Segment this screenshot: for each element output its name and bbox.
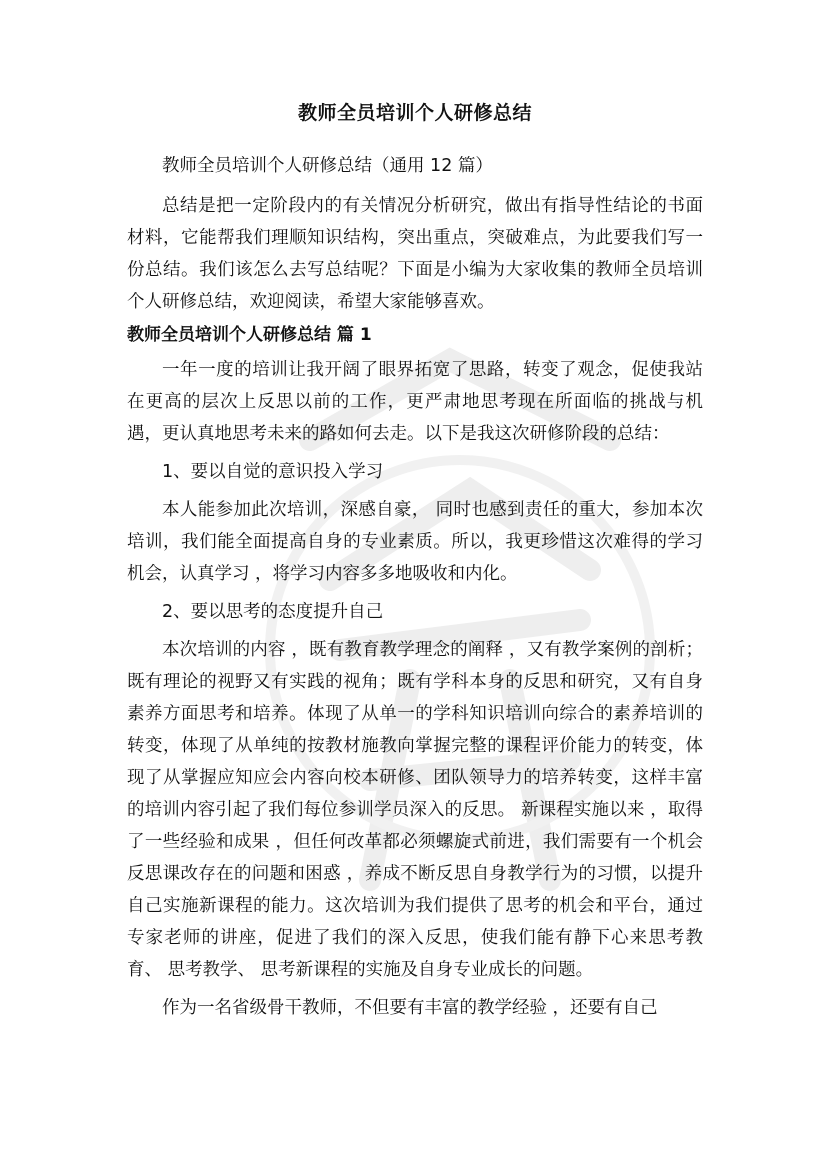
page-title: 教师全员培训个人研修总结 [297, 102, 532, 124]
paragraph-1: 一年一度的培训让我开阔了眼界拓宽了思路，转变了观念，促使我站在更高的层次上反思以前的工作，更严肃地思考现在所面临的挑战与机遇，更认真地思考未来的路如何去走。以下是我这次研修阶段的总结： [127, 360, 703, 444]
paragraph-4: 作为一名省级骨干教师，不但要有丰富的教学经验 ，还要有自己 [162, 998, 658, 1018]
paragraph-2: 本人能参加此次培训，深感自豪， 同时也感到责任的重大，参加本次培训，我们能全面提高自身的专业素质。所以，我更珍惜这次难得的学习机会，认真学习 ，将学习内容多多地吸收和内化。 [127, 500, 703, 584]
section-heading: 教师全员培训个人研修总结 篇 1 [127, 325, 372, 345]
list-item-2: 2、要以思考的态度提升自己 [162, 602, 384, 622]
document-body [127, 98, 703, 1024]
paragraph-3: 本次培训的内容 ，既有教育教学理念的阐释 ，又有教学案例的剖析；既有理论的视野又有实践的视角；既有学科本身的反思和研究，又有自身素养方面思考和培养。体现了从单一的学科知识培训向综合的素养培训的转变，体现了从单纯的按教材施教向掌握完整的课程评价能力的转变，体现了从掌握应知应会内容向校本研修、团队领导力的培养转变，这样丰富的培训内容引起了我们每位参训学员深入的反思。 新课程实施以来 ，取得了一些经验和成果 ，但任何改革都必须螺旋式前进，我们需要有一个机会反思课改存在的问题和困惑 ，养成不断反思自身教学行为的习惯，以提升自己实施新课程的能力。这次培训为我们提供了思考的机会和平台，通过专家老师的讲座，促进了我们的深入反思，使我们能有静下心来思考教育、 思考教学、 思考新课程的实施及自身专业成长的问题。 [127, 640, 703, 980]
intro-paragraph: 总结是把一定阶段内的有关情况分析研究，做出有指导性结论的书面材料，它能帮我们理顺知识结构，突出重点，突破难点，为此要我们写一份总结。我们该怎么去写总结呢？下面是小编为大家收集的教师全员培训个人研修总结，欢迎阅读，希望大家能够喜欢。 [127, 196, 703, 312]
list-item-1: 1、要以自觉的意识投入学习 [162, 462, 384, 482]
doc-subtitle: 教师全员培训个人研修总结（通用 12 篇） [162, 156, 493, 176]
